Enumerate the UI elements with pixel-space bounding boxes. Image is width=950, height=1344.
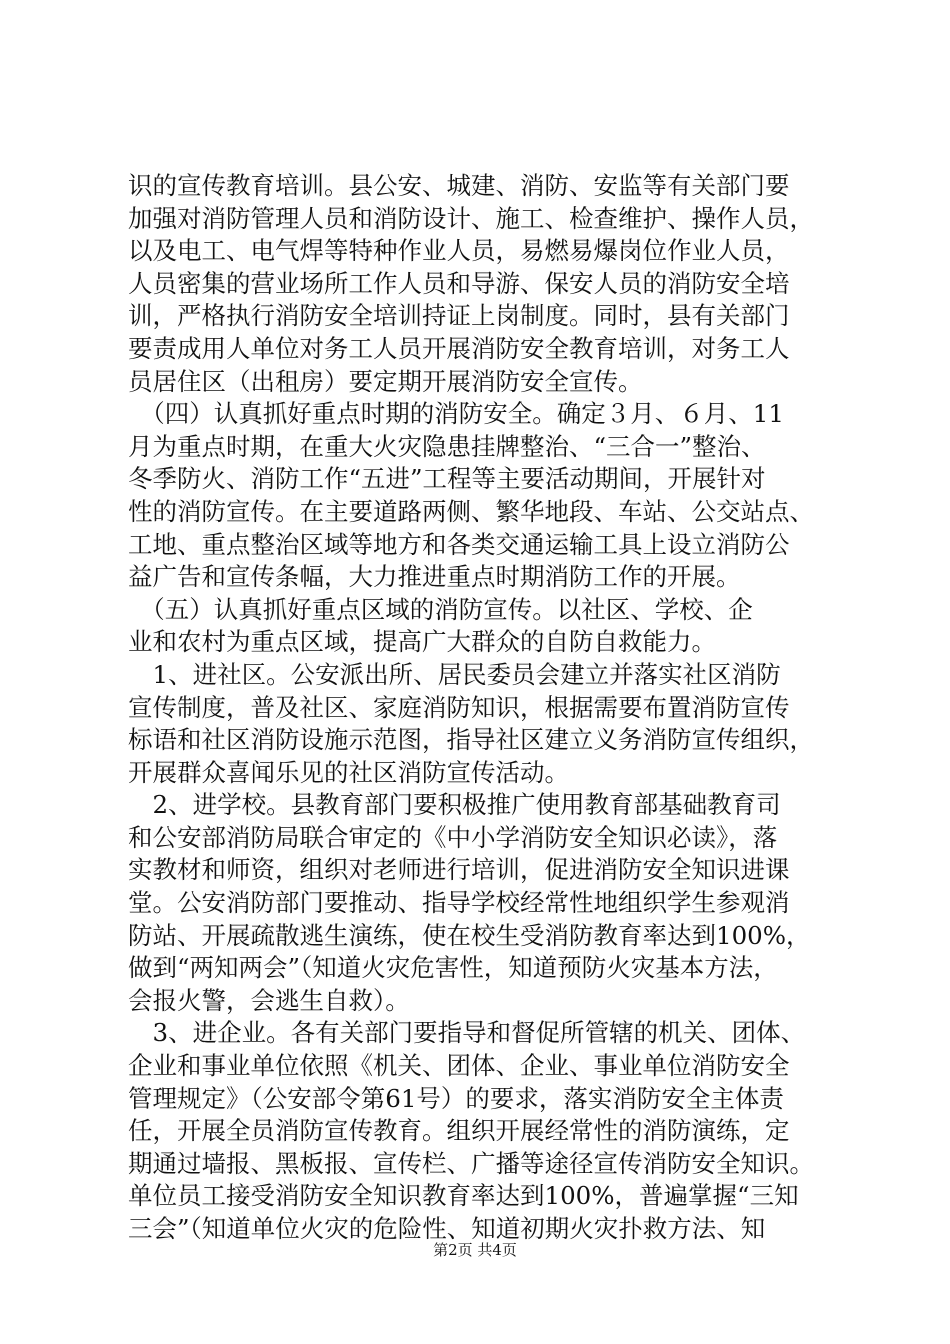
body-line: 会报火警，会逃生自救）。	[128, 985, 410, 1015]
body-line: 宣传制度，普及社区、家庭消防知识，根据需要布置消防宣传	[128, 692, 790, 722]
body-line: 要责成用人单位对务工人员开展消防安全教育培训，对务工人	[128, 333, 790, 363]
document-body	[128, 170, 840, 1246]
body-line: 防站、开展疏散逃生演练，使在校生受消防教育率达到100%，	[128, 920, 811, 950]
body-line: 3、进企业。各有关部门要指导和督促所管辖的机关、团体、	[128, 1018, 806, 1048]
body-line: 1、进社区。公安派出所、居民委员会建立并落实社区消防	[128, 659, 781, 689]
body-line: 堂。公安消防部门要推动、指导学校经常性地组织学生参观消	[128, 888, 790, 918]
body-line: 益广告和宣传条幅，大力推进重点时期消防工作的开展。	[128, 562, 741, 592]
body-line: 员居住区（出租房）要定期开展消防安全宣传。	[128, 366, 643, 396]
body-line: 开展群众喜闻乐见的社区消防宣传活动。	[128, 757, 569, 787]
body-line: （四）认真抓好重点时期的消防安全。确定３月、６月、11	[128, 399, 784, 429]
body-line: 业和农村为重点区域，提高广大群众的自防自救能力。	[128, 627, 716, 657]
body-line: 单位员工接受消防安全知识教育率达到100%，普遍掌握“三知	[128, 1181, 799, 1211]
body-line: （五）认真抓好重点区域的消防宣传。以社区、学校、企	[128, 594, 753, 624]
body-line: 企业和事业单位依照《机关、团体、企业、事业单位消防安全	[128, 1051, 790, 1081]
body-line: 任，开展全员消防宣传教育。组织开展经常性的消防演练，定	[128, 1116, 790, 1146]
body-line: 工地、重点整治区域等地方和各类交通运输工具上设立消防公	[128, 529, 790, 559]
body-line: 标语和社区消防设施示范图，指导社区建立义务消防宣传组织，	[128, 725, 814, 755]
body-line: 月为重点时期，在重大火灾隐患挂牌整治、“三合一”整治、	[128, 431, 766, 461]
body-line: 管理规定》（公安部令第61号）的要求，落实消防安全主体责	[128, 1083, 784, 1113]
body-line: 冬季防火、消防工作“五进”工程等主要活动期间，开展针对	[128, 464, 766, 494]
body-line: 实教材和师资，组织对老师进行培训，促进消防安全知识进课	[128, 855, 790, 885]
body-line: 2、进学校。县教育部门要积极推广使用教育部基础教育司	[128, 790, 781, 820]
body-line: 性的消防宣传。在主要道路两侧、繁华地段、车站、公交站点、	[128, 496, 814, 526]
body-line: 三会”（知道单位火灾的危险性、知道初期火灾扑救方法、知	[128, 1214, 766, 1243]
body-line: 做到“两知两会”（知道火灾危害性，知道预防火灾基本方法，	[128, 953, 778, 983]
body-line: 训，严格执行消防安全培训持证上岗制度。同时，县有关部门	[128, 301, 790, 331]
body-line: 识的宣传教育培训。县公安、城建、消防、安监等有关部门要	[128, 171, 790, 200]
body-line: 加强对消防管理人员和消防设计、施工、检查维护、操作人员，	[128, 203, 814, 233]
body-line: 期通过墙报、黑板报、宣传栏、广播等途径宣传消防安全知识。	[128, 1148, 814, 1178]
body-line: 和公安部消防局联合审定的《中小学消防安全知识必读》，落	[128, 822, 778, 852]
body-line: 以及电工、电气焊等特种作业人员，易燃易爆岗位作业人员，	[128, 236, 790, 266]
body-line: 人员密集的营业场所工作人员和导游、保安人员的消防安全培	[128, 268, 790, 298]
page-number-footer: 第2页 共4页	[433, 1241, 517, 1259]
